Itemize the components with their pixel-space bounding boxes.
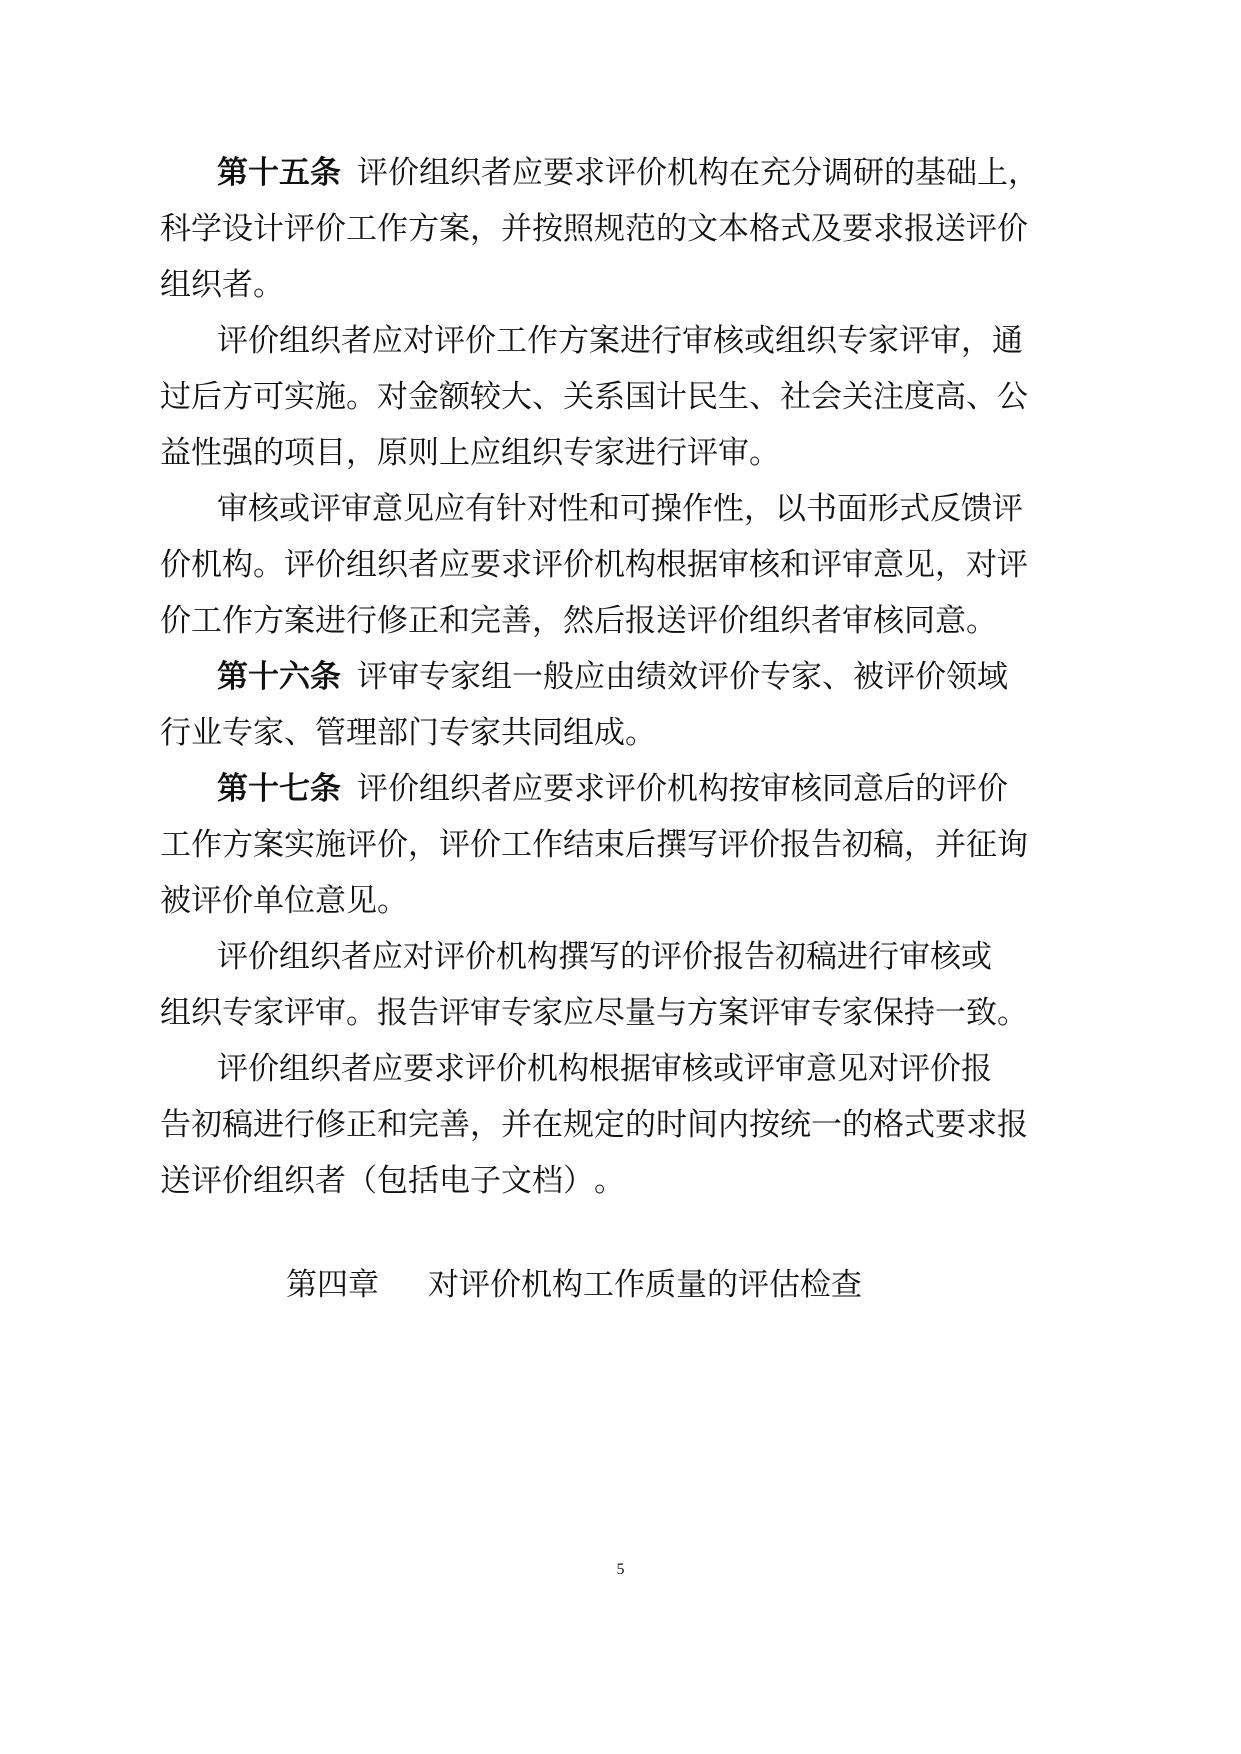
- article-heading: 第 十 七 条: [217, 771, 341, 807]
- paragraph-text: 益 性 强 的 项 目 ， 原 则 上 应 组 织 专 家 进 行 评 审 。: [160, 435, 780, 471]
- paragraph-line: [0, 430, 1241, 476]
- paragraph-line: [0, 1102, 1241, 1148]
- paragraph-text: 被 评 价 单 位 意 见 。: [160, 883, 408, 919]
- paragraph-text: 价 机 构 。 评 价 组 织 者 应 要 求 评 价 机 构 根 据 审 核 和 评 审 意 见 ， 对 评: [160, 547, 1028, 583]
- paragraph-line: [0, 934, 1241, 980]
- paragraph-text: 科 学 设 计 评 价 工 作 方 案 ， 并 按 照 规 范 的 文 本 格 式 及 要 求 报 送 评 价: [160, 211, 1028, 247]
- paragraph-text: 过 后 方 可 实 施 。 对 金 额 较 大 、 关 系 国 计 民 生 、 社 会 关 注 度 高 、 公: [160, 379, 1028, 415]
- paragraph-line: [0, 598, 1241, 644]
- paragraph-line: [0, 150, 1241, 196]
- paragraph-text: 评 价 组 织 者 应 要 求 评 价 机 构 根 据 审 核 或 评 审 意 见 对 评 价 报: [217, 1051, 992, 1087]
- paragraph-line: [0, 542, 1241, 588]
- paragraph-line: [0, 766, 1241, 812]
- paragraph-text: 评 审 专 家 组 一 般 应 由 绩 效 评 价 专 家 、 被 评 价 领 域: [357, 659, 1008, 695]
- paragraph-text: 行 业 专 家 、 管 理 部 门 专 家 共 同 组 成 。: [160, 715, 656, 751]
- paragraph-line: [0, 262, 1241, 308]
- paragraph-text: 审 核 或 评 审 意 见 应 有 针 对 性 和 可 操 作 性 ， 以 书 面 形 式 反 馈 评: [217, 491, 1023, 527]
- paragraph-text: 组 织 专 家 评 审 。 报 告 评 审 专 家 应 尽 量 与 方 案 评 审 专 家 保 持 一 致 。: [160, 995, 1028, 1031]
- paragraph-line: [0, 1158, 1241, 1204]
- paragraph-text: 告 初 稿 进 行 修 正 和 完 善 ， 并 在 规 定 的 时 间 内 按 统 一 的 格 式 要 求 报: [160, 1107, 1028, 1143]
- paragraph-line: [0, 654, 1241, 700]
- paragraph-line: [0, 206, 1241, 252]
- paragraph-text: 工 作 方 案 实 施 评 价 ， 评 价 工 作 结 束 后 撰 写 评 价 报 告 初 稿 ， 并 征 询: [160, 827, 1028, 863]
- article-heading: 第 十 五 条: [217, 155, 341, 191]
- paragraph-text: 组 织 者 。: [160, 267, 284, 303]
- paragraph-line: [0, 878, 1241, 924]
- paragraph-text: 评 价 组 织 者 应 对 评 价 机 构 撰 写 的 评 价 报 告 初 稿 进 行 审 核 或: [217, 939, 992, 975]
- chapter-number: 第 四 章: [286, 1267, 379, 1303]
- paragraph-text: 评 价 组 织 者 应 要 求 评 价 机 构 在 充 分 调 研 的 基 础 上 ，: [357, 155, 1039, 191]
- paragraph-line: [0, 318, 1241, 364]
- paragraph-line: [0, 990, 1241, 1036]
- paragraph-text: 评 价 组 织 者 应 要 求 评 价 机 构 按 审 核 同 意 后 的 评 价: [357, 771, 1008, 807]
- page-number: 5: [616, 1561, 625, 1578]
- paragraph-line: [0, 822, 1241, 868]
- paragraph-line: [0, 1046, 1241, 1092]
- paragraph-line: [0, 710, 1241, 756]
- paragraph-text: 送 评 价 组 织 者 （ 包 括 电 子 文 档 ） 。: [160, 1163, 625, 1199]
- paragraph-line: [0, 486, 1241, 532]
- article-heading: 第 十 六 条: [217, 659, 341, 695]
- paragraph-line: [0, 374, 1241, 420]
- paragraph-text: 价 工 作 方 案 进 行 修 正 和 完 善 ， 然 后 报 送 评 价 组 织 者 审 核 同 意 。: [160, 603, 997, 639]
- chapter-title: 对 评 价 机 构 工 作 质 量 的 评 估 检 查: [428, 1267, 862, 1303]
- paragraph-text: 评 价 组 织 者 应 对 评 价 工 作 方 案 进 行 审 核 或 组 织 专 家 评 审 ， 通: [217, 323, 1023, 359]
